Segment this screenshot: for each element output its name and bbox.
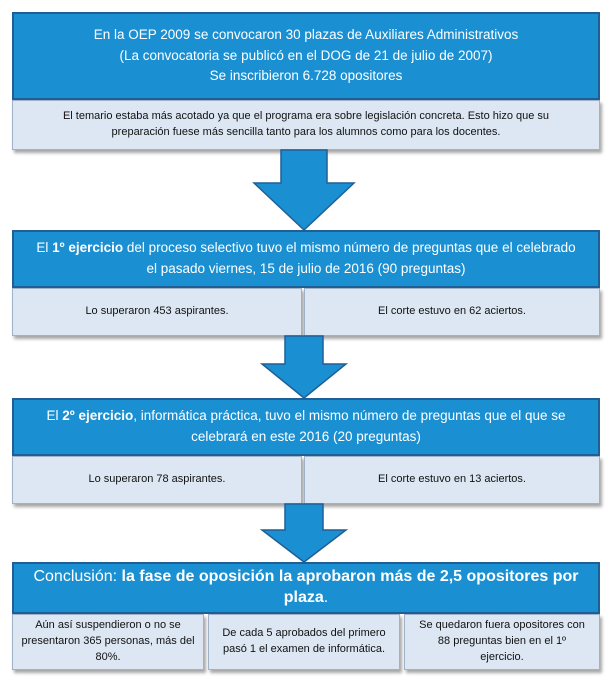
segundo-ejercicio-text bbox=[28, 406, 584, 448]
primer-ejercicio-pre: El bbox=[36, 240, 53, 256]
conclusion-cada-cinco-box bbox=[208, 614, 400, 670]
primer-superaron-text: Lo superaron 453 aspirantes. bbox=[85, 305, 229, 318]
conclusion-post: . bbox=[323, 589, 329, 606]
segundo-superaron-text: Lo superaron 78 aspirantes. bbox=[88, 473, 226, 486]
conclusion-pre: Conclusión: bbox=[33, 568, 122, 586]
primer-ejercicio-text bbox=[36, 238, 576, 280]
segundo-ejercicio-post: , informática práctica, tuvo el mismo número de preguntas que el que se celebrará en este 2016 (20 preguntas) bbox=[133, 408, 566, 444]
primer-ejercicio-bold: 1º ejercicio bbox=[52, 240, 124, 256]
flow-arrow-1 bbox=[254, 150, 354, 230]
segundo-corte-box bbox=[304, 456, 600, 504]
primer-ejercicio-post: del proceso selectivo tuvo el mismo número de preguntas que el celebrado el pasado viernes, 15 de julio de 2016 (90 preguntas) bbox=[123, 240, 576, 276]
segundo-ejercicio-bold: 2º ejercicio bbox=[62, 408, 134, 424]
oep-line-3: Se inscribieron 6.728 opositores bbox=[209, 68, 403, 84]
conclusion-suspendieron-box bbox=[12, 614, 204, 670]
primer-corte-box bbox=[304, 288, 600, 336]
flow-arrow-2 bbox=[262, 336, 346, 398]
conclusion-text bbox=[26, 567, 586, 609]
segundo-ejercicio-header bbox=[12, 398, 600, 456]
conclusion-header bbox=[12, 562, 600, 614]
segundo-corte-text: El corte estuvo en 13 aciertos. bbox=[378, 473, 526, 486]
conclusion-fuera-text: Se quedaron fuera opositores con 88 preguntas bien en el 1º ejercicio. bbox=[419, 619, 585, 663]
temario-note-box bbox=[12, 100, 600, 150]
oep-line-2: (La convocatoria se publicó en el DOG de 21 de julio de 2007) bbox=[119, 47, 493, 63]
primer-corte-text: El corte estuvo en 62 aciertos. bbox=[378, 305, 526, 318]
conclusion-fuera-box bbox=[404, 614, 600, 670]
conclusion-cada-cinco-text: De cada 5 aprobados del primero pasó 1 el examen de informática. bbox=[222, 627, 386, 655]
segundo-ejercicio-pre: El bbox=[46, 408, 63, 424]
conclusion-suspendieron-text: Aún así suspendieron o no se presentaron 365 personas, más del 80%. bbox=[21, 619, 195, 663]
primer-ejercicio-header bbox=[12, 230, 600, 288]
oep-2009-header bbox=[12, 12, 600, 100]
conclusion-bold: la fase de oposición la aprobaron más de 2,5 opositores por plaza bbox=[121, 568, 579, 606]
oep-line-1: En la OEP 2009 se convocaron 30 plazas de Auxiliares Administrativos bbox=[93, 26, 519, 42]
temario-note-text: El temario estaba más acotado ya que el programa era sobre legislación concreta. Esto hizo que su preparación fuese más sencilla tanto para los alumnos como para los docentes. bbox=[62, 110, 550, 138]
flow-arrow-3 bbox=[262, 504, 346, 562]
primer-superaron-box bbox=[12, 288, 302, 336]
segundo-superaron-box bbox=[12, 456, 302, 504]
